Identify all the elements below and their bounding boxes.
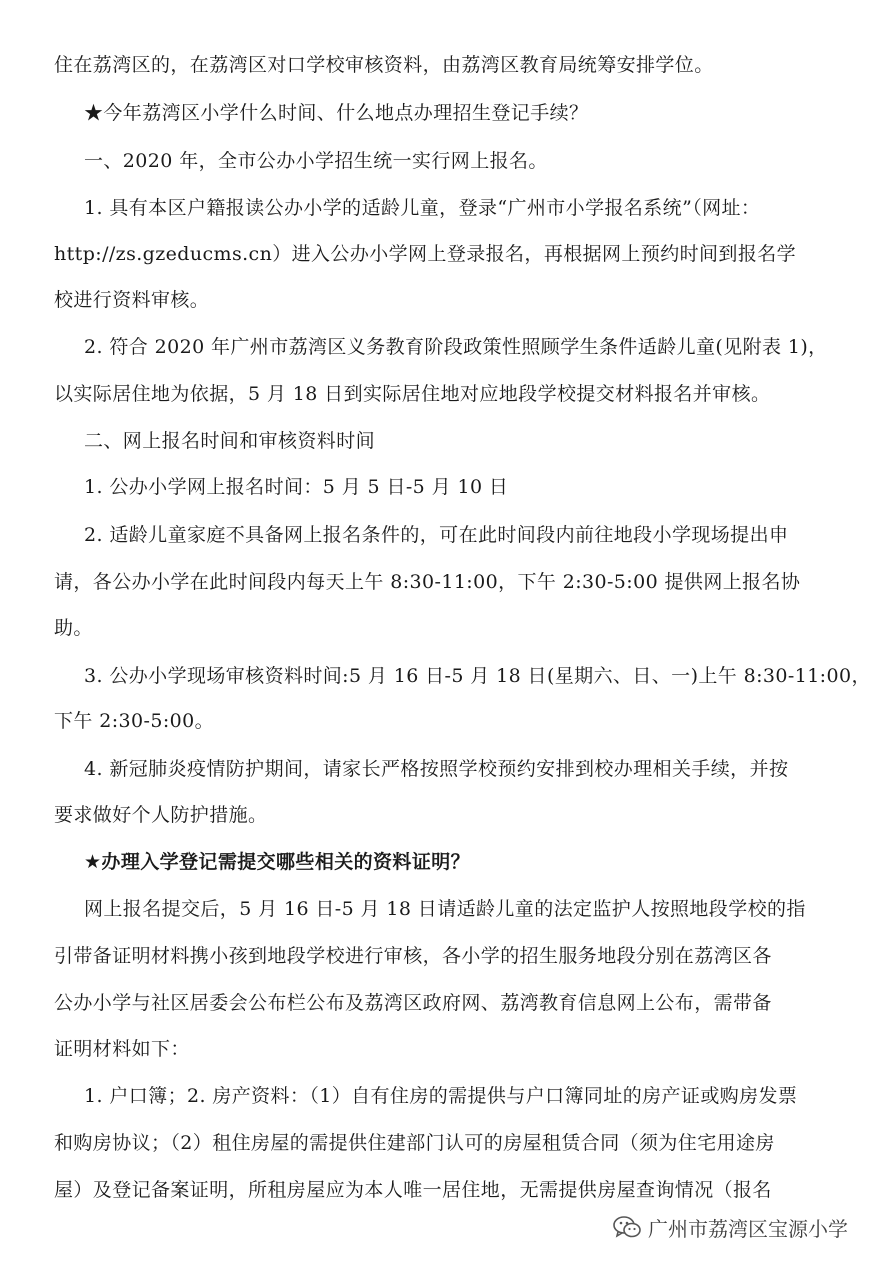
paragraph-line: 请，各公办小学在此时间段内每天上午 8:30-11:00，下午 2:30-5:00 提供网上报名协 — [54, 571, 801, 593]
paragraph-line: 引带备证明材料携小孩到地段学校进行审核，各小学的招生服务地段分别在荔湾区各 — [54, 945, 772, 967]
paragraph-line: 1. 户口簿；2. 房产资料：（1）自有住房的需提供与户口簿同址的房产证或购房发票 — [84, 1085, 798, 1107]
paragraph-line: 住在荔湾区的，在荔湾区对口学校审核资料，由荔湾区教育局统筹安排学位。 — [54, 54, 714, 76]
paragraph-line: 下午 2:30-5:00。 — [54, 710, 214, 732]
paragraph-line: 1. 具有本区户籍报读公办小学的适龄儿童，登录“广州市小学报名系统”（网址： — [84, 197, 761, 219]
paragraph-line: 要求做好个人防护措施。 — [54, 804, 268, 826]
paragraph-line: 2. 符合 2020 年广州市荔湾区义务教育阶段政策性照顾学生条件适龄儿童(见附表 1)， — [84, 336, 828, 358]
watermark — [612, 1212, 848, 1242]
wechat-icon — [612, 1214, 642, 1240]
watermark-text: 广州市荔湾区宝源小学 — [648, 1216, 848, 1241]
paragraph-line: 4. 新冠肺炎疫情防护期间，请家长严格按照学校预约安排到校办理相关手续，并按 — [84, 758, 789, 780]
paragraph-line: 网上报名提交后，5 月 16 日-5 月 18 日请适龄儿童的法定监护人按照地段学校的指 — [84, 898, 806, 920]
section-heading: ★办理入学登记需提交哪些相关的资料证明？ — [84, 851, 471, 873]
paragraph-line: 1. 公办小学网上报名时间：5 月 5 日-5 月 10 日 — [84, 476, 509, 498]
paragraph-line: 证明材料如下： — [54, 1038, 190, 1060]
paragraph-line: 3. 公办小学现场审核资料时间:5 月 16 日-5 月 18 日(星期六、日、一)上午 8:30-11:00， — [84, 665, 871, 687]
paragraph-line: 校进行资料审核。 — [54, 289, 210, 311]
subsection-heading: 二、网上报名时间和审核资料时间 — [84, 430, 376, 452]
paragraph-line: 公办小学与社区居委会公布栏公布及荔湾区政府网、荔湾教育信息网上公布，需带备 — [54, 992, 772, 1014]
subsection-heading: 一、2020 年，全市公办小学招生统一实行网上报名。 — [84, 150, 548, 172]
paragraph-line: 助。 — [54, 617, 93, 639]
paragraph-line: 2. 适龄儿童家庭不具备网上报名条件的，可在此时间段内前往地段小学现场提出申 — [84, 524, 789, 546]
paragraph-line: 以实际居住地为依据，5 月 18 日到实际居住地对应地段学校提交材料报名并审核。 — [54, 383, 771, 405]
section-heading: ★今年荔湾区小学什么时间、什么地点办理招生登记手续？ — [84, 102, 589, 124]
paragraph-line: 屋）及登记备案证明，所租房屋应为本人唯一居住地，无需提供房屋查询情况（报名 — [54, 1179, 772, 1201]
paragraph-line: 和购房协议；（2）租住房屋的需提供住建部门认可的房屋租赁合同（须为住宅用途房 — [54, 1132, 775, 1154]
paragraph-line: http://zs.gzeducms.cn）进入公办小学网上登录报名，再根据网上预约时间到报名学 — [54, 243, 797, 265]
